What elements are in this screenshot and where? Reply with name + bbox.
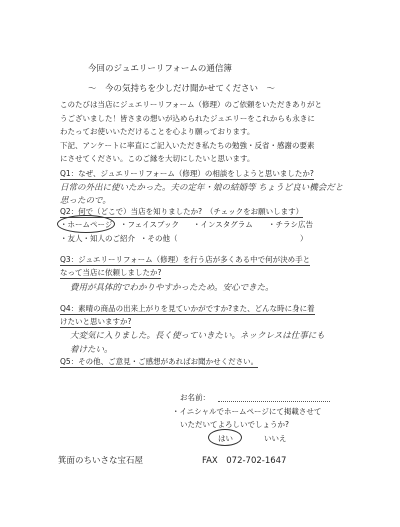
intro-line-1: このたびは当店にジュエリーリフォーム（修理）のご依頼をいただきありがと [60,100,322,109]
q1-answer-line-1: 日常の外出に使いたかった。夫の定年・娘の結婚等 ちょうど良い機会だと [60,183,344,193]
q3-label-line-1: Q3：ジュエリーリフォーム（修理）を行う店が多くある中で何が決め手と [60,255,311,264]
q1-label: Q1：なぜ、ジュエリーリフォーム（修理）の相談をしようと思いましたか? [60,169,314,178]
q2-option-other-close: ） [300,234,308,243]
q4-answer-line-1: 大変気に入りました。長く使っていきたい。ネックレスは仕事にも [70,331,325,341]
initial-consent-line-2: いただいてよろしいでしょうか? [180,420,289,429]
q4-label-line-1: Q4：素晴の商品の出来上がりを見ていかがですか?また、どんな時に身に着 [60,304,315,313]
survey-title: 今回のジュエリーリフォームの通信簿 [88,64,232,74]
q3-label-line-2: なって当店に依頼しましたか? [60,268,162,277]
consent-yes-circle [208,429,242,446]
q2-option-other[interactable]: ・その他（ [140,234,178,243]
q4-label-line-2: けたいと思いますか? [60,317,132,326]
consent-yes-option[interactable]: はい [218,434,233,443]
initial-consent-line-1: ・イニシャルでホームページにて掲載させて [172,407,322,416]
q1-answer-line-2: 思ったので。 [60,196,111,206]
intro-line-3: わたってお使いいただけることを心より願っております。 [60,127,255,136]
intro-line-5: にさせてください。このご縁を大切にしたいと思います。 [60,154,255,163]
name-label: お名前： [180,393,210,402]
q3-answer: 費用が具体的でわかりやすかったため。安心できた。 [70,283,274,293]
intro-line-4: 下記、アンケートに率直にご記入いただき私たちの勉強・反省・感謝の要素 [60,141,315,150]
fax-number: FAX 072-702-1647 [202,456,287,466]
q2-option-homepage[interactable]: ・ホームページ [60,220,113,229]
q2-option-instagram[interactable]: ・インスタグラム [193,220,253,229]
q2-option-referral[interactable]: ・友人・知人のご紹介 [60,234,135,243]
q2-homepage-check-circle [57,215,115,233]
q2-option-facebook[interactable]: ・フェイスブック [120,220,180,229]
q2-option-flyer[interactable]: ・チラシ広告 [268,220,313,229]
survey-subtitle: ～ 今の気持ちを少しだけ聞かせてください ～ [88,84,276,94]
q4-answer-line-2: 着けたい。 [70,345,113,355]
q2-label: Q2：何で（どこで）当店を知りましたか? （チェックをお願いします） [60,207,304,216]
intro-line-2: うございました！皆さまの想いが込められたジュエリーをこれからも永きに [60,114,315,123]
name-field[interactable] [218,392,330,402]
shop-name: 箕面のちいさな宝石屋 [58,456,144,466]
q5-label: Q5：その他、ご意見・ご感想があればお聞かせください。 [60,357,259,366]
consent-no-option[interactable]: いいえ [264,434,287,443]
